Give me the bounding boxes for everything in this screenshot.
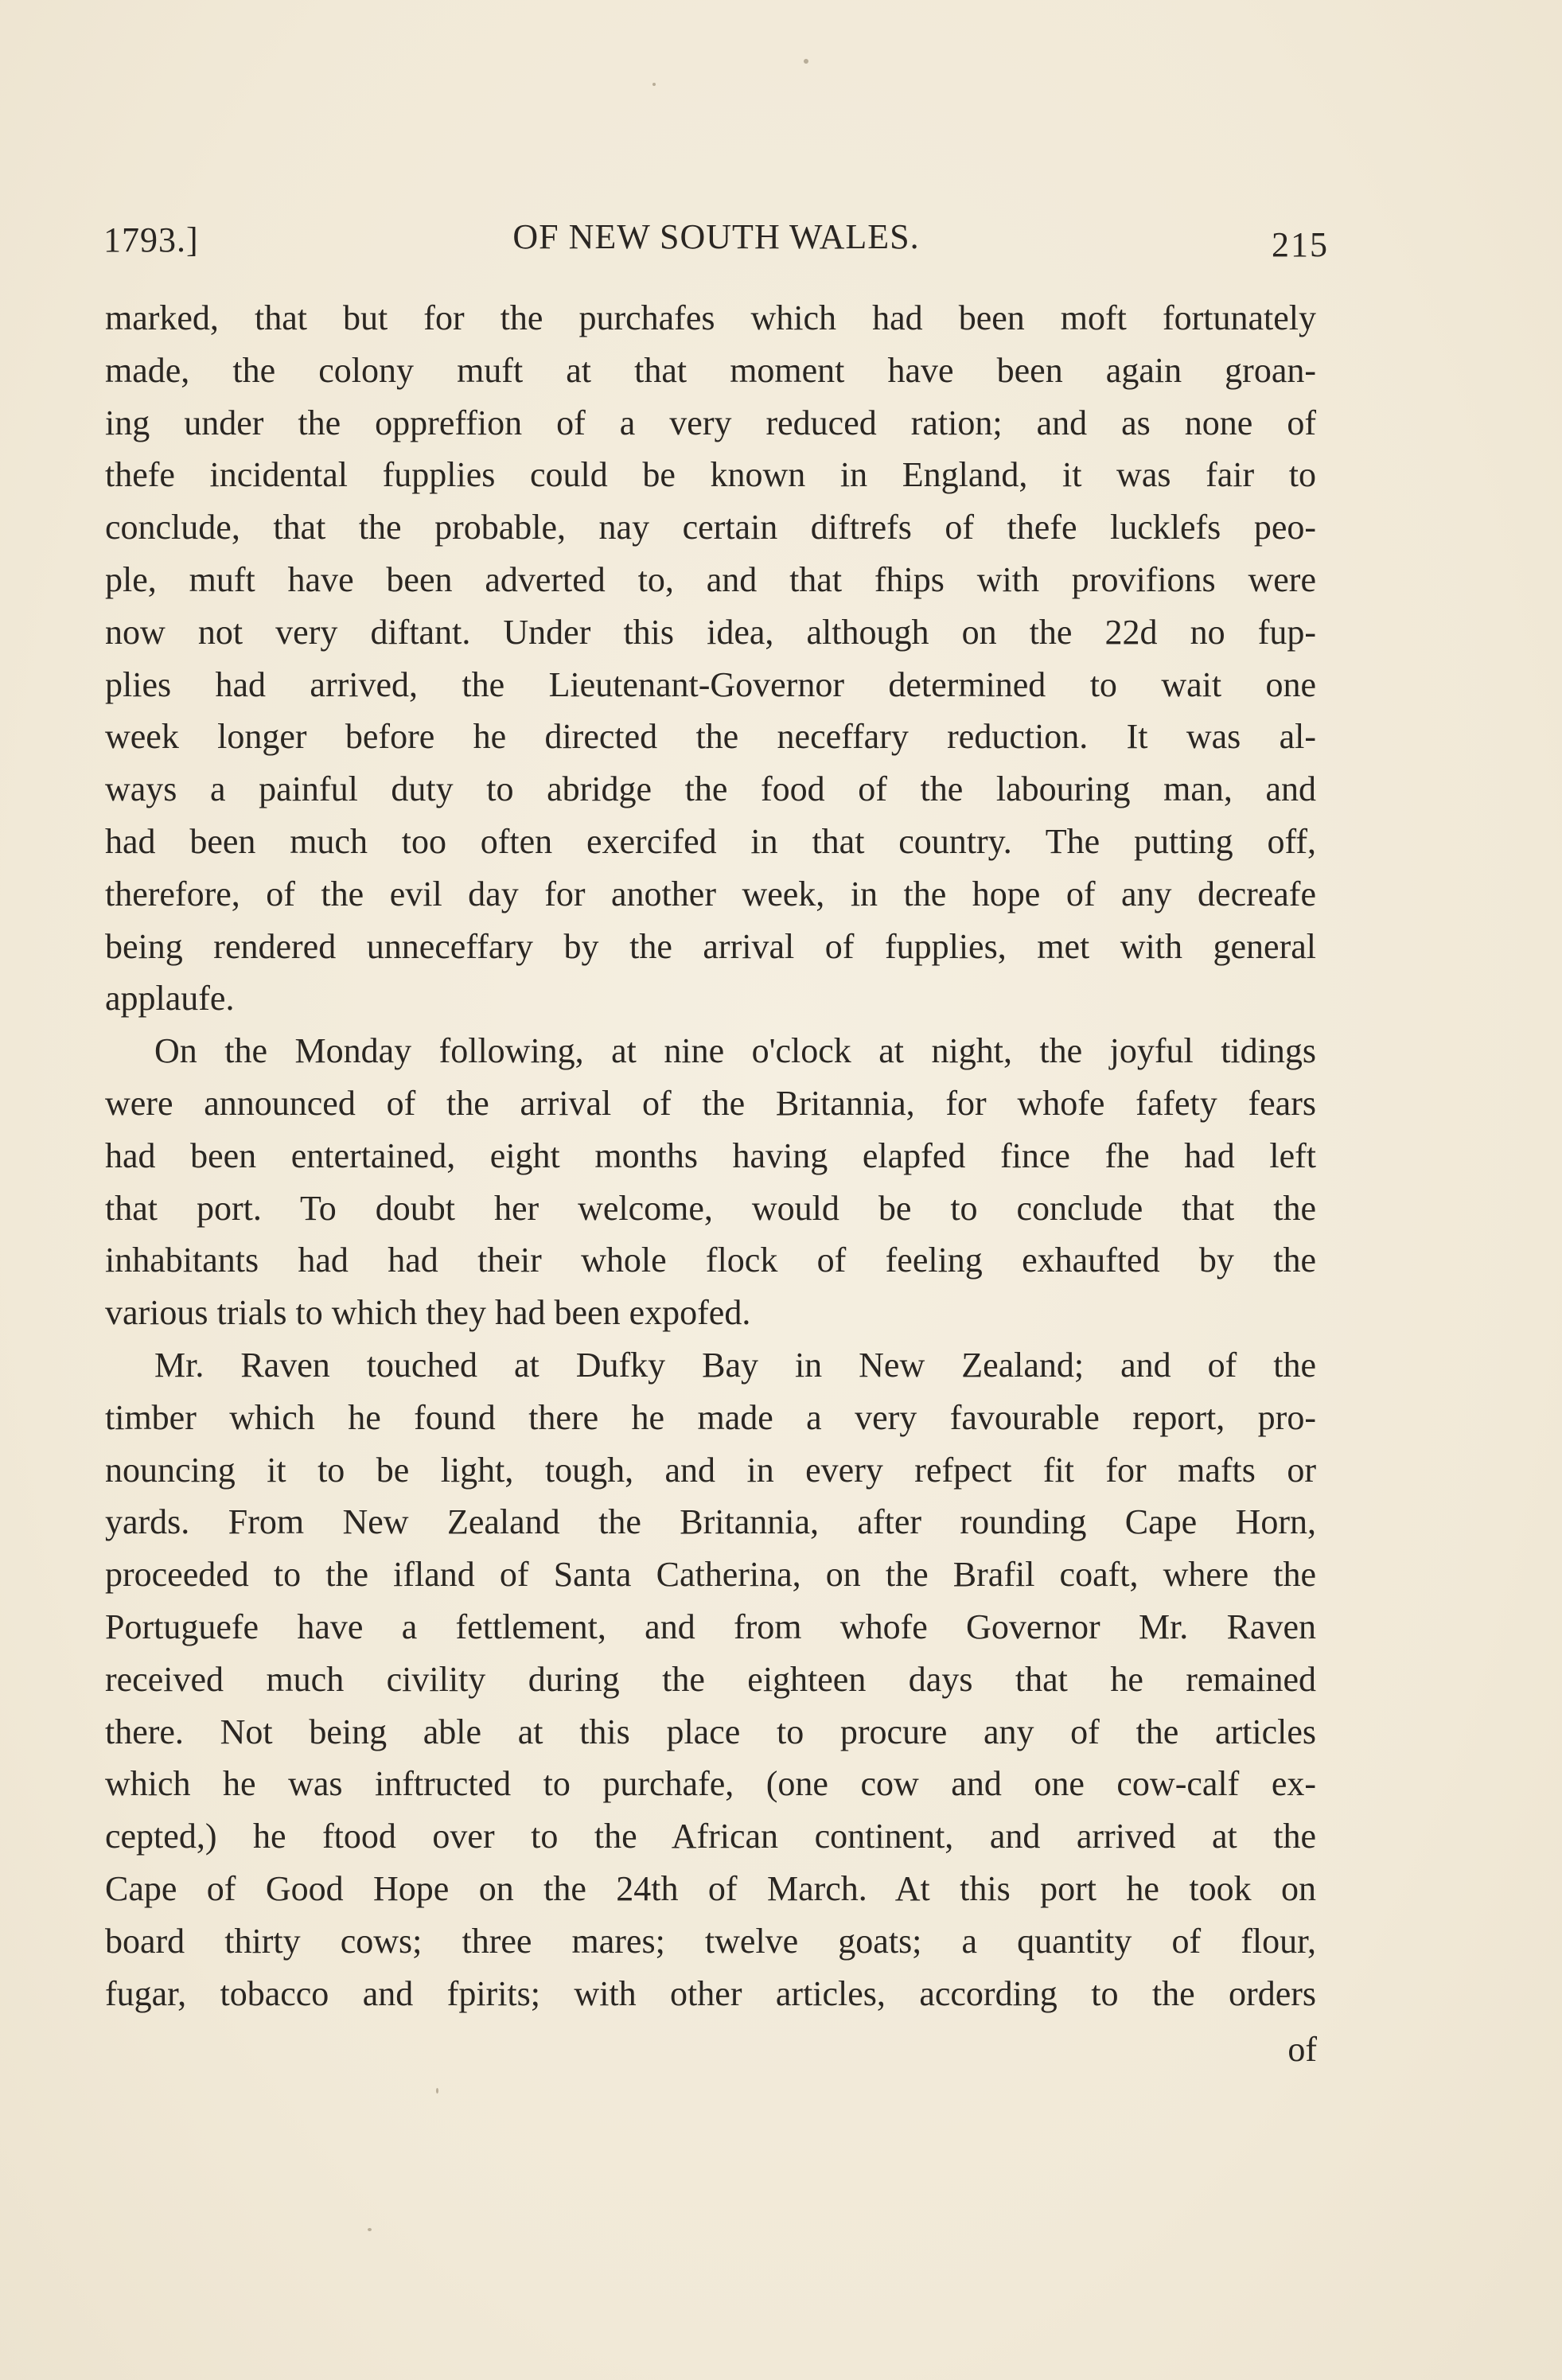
text-line: inhabitants had had their whole flock of feeling exhaufted by the <box>105 1241 1316 1280</box>
text-line: ing under the oppreffion of a very reduced ration; and as none of <box>105 403 1316 442</box>
text-line: now not very diftant. Under this idea, although on the 22d no fup- <box>105 612 1316 652</box>
text-line: there. Not being able at this place to procure any of the articles <box>105 1712 1316 1751</box>
running-header <box>103 213 1329 269</box>
text-line: were announced of the arrival of the Britannia, for whofe fafety fears <box>105 1083 1316 1123</box>
text-line: Portuguefe have a fettlement, and from whofe Governor Mr. Raven <box>105 1607 1316 1646</box>
text-line: cepted,) he ftood over to the African continent, and arrived at the <box>105 1817 1316 1856</box>
text-line: conclude, that the probable, nay certain diftrefs of thefe lucklefs peo- <box>105 508 1316 547</box>
text-line: applaufe. <box>105 979 235 1019</box>
header-title: OF NEW SOUTH WALES. <box>512 217 920 256</box>
page-number: 215 <box>1272 225 1329 264</box>
text-line: nouncing it to be light, tough, and in every refpect fit for mafts or <box>105 1450 1316 1490</box>
paper-speck <box>804 59 808 64</box>
text-line: Cape of Good Hope on the 24th of March. At this port he took on <box>105 1868 1316 1908</box>
text-line: proceeded to the ifland of Santa Catherina, on the Brafil coaft, where the <box>105 1555 1316 1595</box>
text-line: On the Monday following, at nine o'clock at night, the joyful tidings <box>154 1031 1316 1071</box>
body-text <box>105 292 1316 2020</box>
paper-speck <box>652 83 656 86</box>
text-line: marked, that but for the purchafes which had been moft fortunately <box>105 298 1316 337</box>
paper-speck <box>436 2088 438 2094</box>
text-line: which he was inftructed to purchafe, (one cow and one cow-calf ex- <box>105 1764 1316 1804</box>
text-line: plies had arrived, the Lieutenant-Governor determined to wait one <box>105 664 1316 704</box>
text-line: received much civility during the eighteen days that he remained <box>105 1659 1316 1699</box>
text-line: timber which he found there he made a very favourable report, pro- <box>105 1397 1316 1437</box>
text-line: fugar, tobacco and fpirits; with other articles, according to the orders <box>105 1973 1316 2013</box>
paper-speck <box>368 2228 372 2231</box>
text-line: thefe incidental fupplies could be known in England, it was fair to <box>105 455 1316 495</box>
text-line: therefore, of the evil day for another week, in the hope of any decreafe <box>105 874 1316 913</box>
text-line: various trials to which they had been expofed. <box>105 1293 751 1333</box>
text-line: ple, muft have been adverted to, and that fhips with provifions were <box>105 559 1316 599</box>
text-line: being rendered unneceffary by the arrival of fupplies, met with general <box>105 926 1316 966</box>
header-year: 1793.] <box>103 220 199 259</box>
text-line: that port. To doubt her welcome, would be to conclude that the <box>105 1188 1316 1228</box>
text-line: yards. From New Zealand the Britannia, after rounding Cape Horn, <box>105 1502 1316 1542</box>
text-line: made, the colony muft at that moment have been again groan- <box>105 350 1316 390</box>
text-line: had been entertained, eight months having elapfed fince fhe had left <box>105 1135 1316 1175</box>
text-line: had been much too often exercifed in that country. The putting off, <box>105 821 1316 861</box>
text-line: week longer before he directed the neceffary reduction. It was al- <box>105 717 1316 757</box>
text-line: Mr. Raven touched at Dufky Bay in New Zealand; and of the <box>154 1345 1316 1385</box>
catchword: of <box>1287 2030 1317 2069</box>
text-line: board thirty cows; three mares; twelve goats; a quantity of flour, <box>105 1921 1316 1961</box>
text-line: ways a painful duty to abridge the food of the labouring man, and <box>105 769 1316 809</box>
